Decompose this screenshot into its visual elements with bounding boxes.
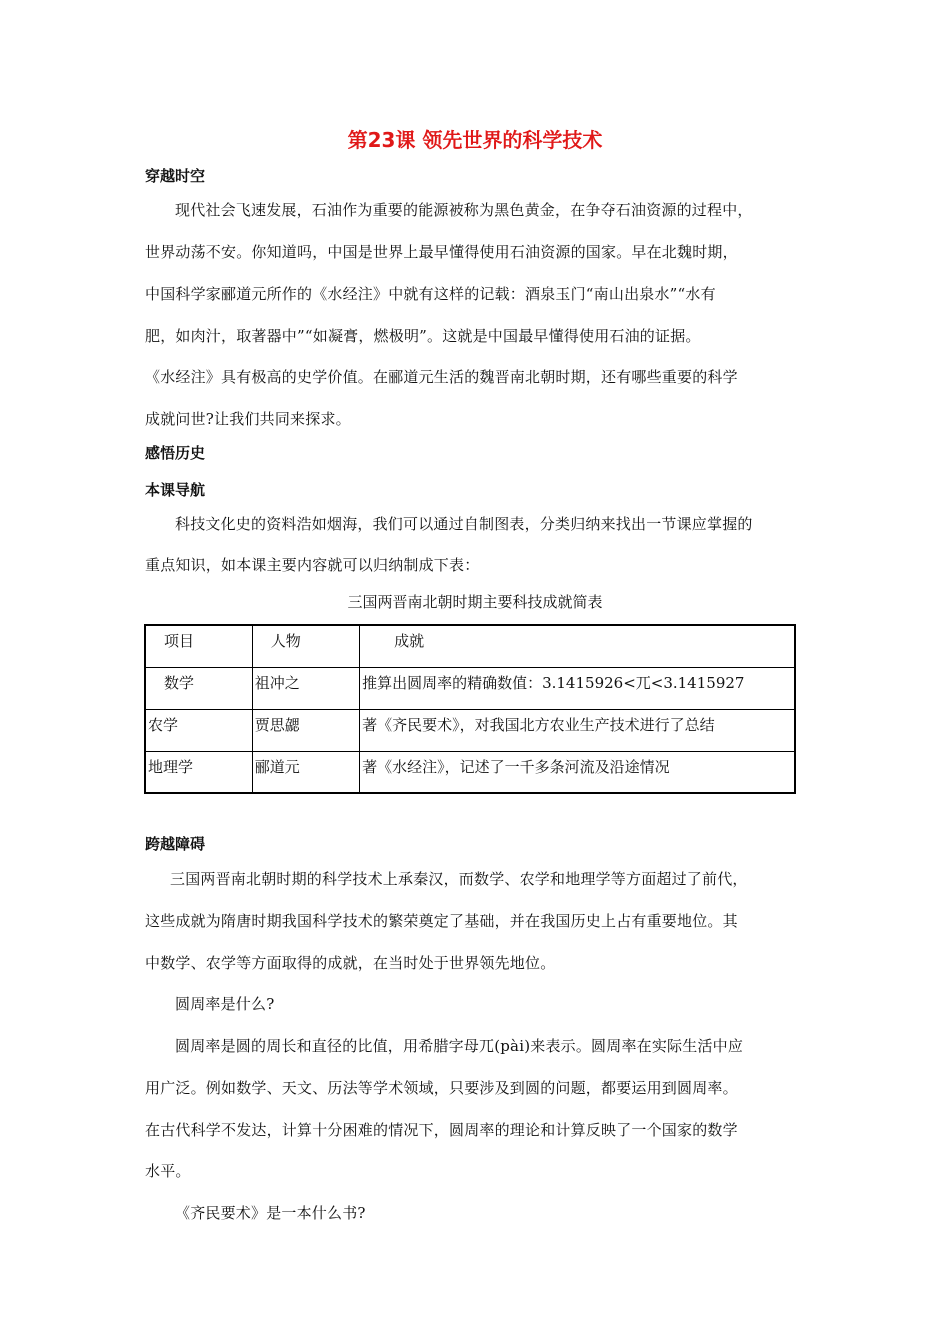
table-header-row <box>145 625 795 667</box>
paragraph-line: 三国两晋南北朝时期的科学技术上承秦汉，而数学、农学和地理学等方面超过了前代， <box>170 870 748 888</box>
paragraph-line: 世界动荡不安。你知道吗，中国是世界上最早懂得使用石油资源的国家。早在北魏时期， <box>145 243 738 261</box>
table-cell: 数学 <box>145 667 252 709</box>
section-heading-time-travel: 穿越时空 <box>145 167 206 185</box>
table-cell: 农学 <box>145 709 252 751</box>
paragraph-line: 在古代科学不发达，计算十分困难的情况下，圆周率的理论和计算反映了一个国家的数学 <box>145 1121 738 1139</box>
paragraph-line: 中数学、农学等方面取得的成就，在当时处于世界领先地位。 <box>145 954 556 972</box>
paragraph-line: 中国科学家郦道元所作的《水经注》中就有这样的记载：酒泉玉门“南山出泉水”“水有 <box>145 285 716 303</box>
paragraph-line: 这些成就为隋唐时期我国科学技术的繁荣奠定了基础，并在我国历史上占有重要地位。其 <box>145 912 738 930</box>
table-cell: 著《水经注》，记述了一千多条河流及沿途情况 <box>360 751 795 793</box>
paragraph-line: 圆周率是圆的周长和直径的比值，用希腊字母兀(pài)来表示。圆周率在实际生活中应 <box>175 1037 744 1055</box>
question-line: 《齐民要术》是一本什么书? <box>175 1204 366 1222</box>
lesson-title: 第23课 领先世界的科学技术 <box>347 128 603 152</box>
question-line: 圆周率是什么? <box>175 995 275 1013</box>
table-cell: 祖冲之 <box>252 667 359 709</box>
table-row <box>145 751 795 793</box>
table-row <box>145 709 795 751</box>
table-header-cell: 成就 <box>360 625 795 667</box>
paragraph-line: 成就问世?让我们共同来探求。 <box>145 410 351 428</box>
table-caption: 三国两晋南北朝时期主要科技成就简表 <box>347 593 603 611</box>
section-heading-navigation: 本课导航 <box>145 481 206 499</box>
table-header-cell: 人物 <box>252 625 359 667</box>
table-cell: 著《齐民要术》，对我国北方农业生产技术进行了总结 <box>360 709 795 751</box>
section-heading-obstacles: 跨越障碍 <box>145 835 206 853</box>
paragraph-line: 科技文化史的资料浩如烟海，我们可以通过自制图表，分类归纳来找出一节课应掌握的 <box>175 515 753 533</box>
table-row <box>145 667 795 709</box>
section-heading-history: 感悟历史 <box>145 444 206 462</box>
paragraph-line: 肥，如肉汁，取著器中”“如凝膏，燃极明”。这就是中国最早懂得使用石油的证据。 <box>145 327 701 345</box>
table-cell: 郦道元 <box>252 751 359 793</box>
paragraph-line: 《水经注》具有极高的史学价值。在郦道元生活的魏晋南北朝时期，还有哪些重要的科学 <box>145 368 738 386</box>
table-cell: 地理学 <box>145 751 252 793</box>
achievements-table <box>144 624 796 794</box>
paragraph-line: 水平。 <box>145 1162 191 1180</box>
paragraph-line: 现代社会飞速发展，石油作为重要的能源被称为黑色黄金，在争夺石油资源的过程中， <box>175 201 753 219</box>
table-cell: 推算出圆周率的精确数值：3.1415926<兀<3.1415927 <box>360 667 795 709</box>
table-cell: 贾思勰 <box>252 709 359 751</box>
paragraph-line: 重点知识，如本课主要内容就可以归纳制成下表： <box>145 556 480 574</box>
paragraph-line: 用广泛。例如数学、天文、历法等学术领域，只要涉及到圆的问题，都要运用到圆周率。 <box>145 1079 738 1097</box>
table-header-cell: 项目 <box>145 625 252 667</box>
